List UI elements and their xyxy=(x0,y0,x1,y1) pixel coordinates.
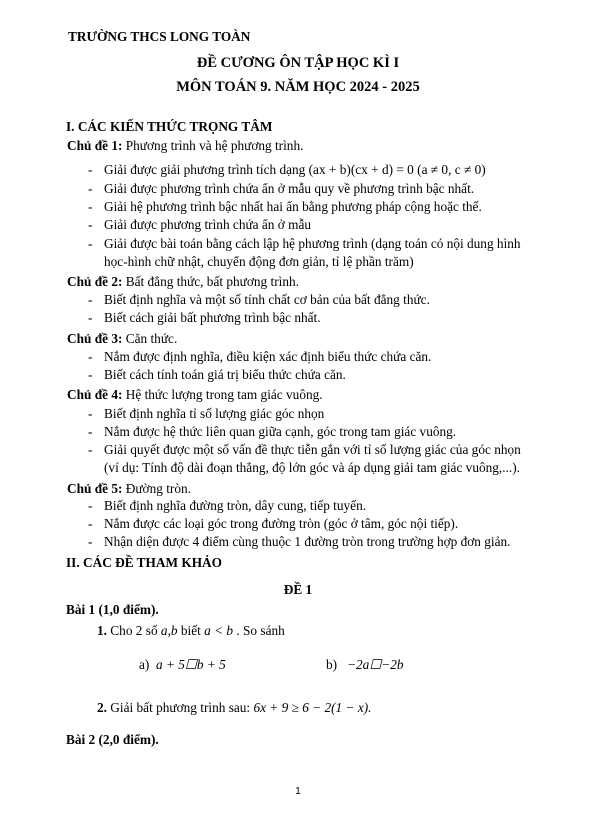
math-vars: a,b xyxy=(160,623,178,638)
option-a xyxy=(139,657,226,673)
topic-label: Chủ đề 4: xyxy=(67,387,123,402)
topic-title: Phương trình và hệ phương trình. xyxy=(122,138,304,153)
topic-label: Chủ đề 2: xyxy=(67,274,123,289)
list-item: Biết cách tính toán giá trị biểu thức chứa căn. xyxy=(104,367,346,382)
question-text: Cho 2 số xyxy=(106,623,161,638)
bullet-dash: - xyxy=(88,498,93,513)
math-inequality: 6x + 9 ≥ 6 − 2(1 − x). xyxy=(253,700,372,715)
topic-label: Chủ đề 3: xyxy=(67,331,123,346)
bullet-dash: - xyxy=(88,534,93,549)
topic-title: Đường tròn. xyxy=(122,481,191,496)
math-condition: a < b xyxy=(204,623,234,638)
list-item: Giải hệ phương trình bậc nhất hai ẩn bằng phương pháp cộng hoặc thế. xyxy=(104,199,482,214)
list-item: Nắm được các loại góc trong đường tròn (góc ở tâm, góc nội tiếp). xyxy=(104,516,459,531)
school-name: TRƯỜNG THCS LONG TOÀN xyxy=(68,29,251,44)
bullet-dash: - xyxy=(88,424,93,439)
list-item: Biết định nghĩa đường tròn, dây cung, tiếp tuyến. xyxy=(104,498,367,513)
bullet-dash: - xyxy=(88,199,93,214)
bullet-dash: - xyxy=(88,442,93,457)
list-item: Biết định nghĩa và một số tính chất cơ bản của bất đẳng thức. xyxy=(104,292,430,307)
question-text: . So sánh xyxy=(233,623,285,638)
list-item: Giải được phương trình chứa ẩn ở mẫu quy về phương trình bậc nhất. xyxy=(104,181,475,196)
question-text: biết xyxy=(177,623,205,638)
problem-1-question-2 xyxy=(97,700,371,716)
topic-title: Hệ thức lượng trong tam giác vuông. xyxy=(122,387,323,402)
problem-1-question-1 xyxy=(97,623,285,639)
problem-1-heading: Bài 1 (1,0 điểm). xyxy=(66,602,159,617)
topic-4-heading xyxy=(67,387,323,403)
option-b xyxy=(326,657,404,673)
bullet-dash: - xyxy=(88,162,93,177)
list-item: Nắm được hệ thức liên quan giữa cạnh, góc trong tam giác vuông. xyxy=(104,424,457,439)
topic-label: Chủ đề 5: xyxy=(67,481,123,496)
topic-1-heading xyxy=(67,138,303,154)
question-text: Giải bất phương trình sau: xyxy=(106,700,254,715)
question-number: 1. xyxy=(97,623,107,638)
topic-title: Bất đẳng thức, bất phương trình. xyxy=(122,274,299,289)
page-number: 1 xyxy=(295,786,301,797)
exam-title: ĐỀ 1 xyxy=(283,582,313,597)
option-label: b) xyxy=(326,657,338,672)
list-item: Giải được giải phương trình tích dạng (ax + b)(cx + d) = 0 (a ≠ 0, c ≠ 0) xyxy=(104,162,486,177)
bullet-dash: - xyxy=(88,516,93,531)
list-item: Giải được phương trình chứa ẩn ở mẫu xyxy=(104,217,312,232)
option-label: a) xyxy=(139,657,150,672)
topic-5-heading xyxy=(67,481,191,497)
list-item-continuation: (ví dụ: Tính độ dài đoạn thẳng, độ lớn góc và áp dụng giải tam giác vuông,...). xyxy=(104,460,520,475)
question-number: 2. xyxy=(97,700,107,715)
section-heading-1: I. CÁC KIẾN THỨC TRỌNG TÂM xyxy=(66,119,273,134)
bullet-dash: - xyxy=(88,236,93,251)
topic-3-heading xyxy=(67,331,177,347)
list-item: Biết định nghĩa tỉ số lượng giác góc nhọn xyxy=(104,406,325,421)
problem-2-heading: Bài 2 (2,0 điểm). xyxy=(66,732,159,747)
list-item: Biết cách giải bất phương trình bậc nhất. xyxy=(104,310,321,325)
document-title: ĐỀ CƯƠNG ÔN TẬP HỌC KÌ I xyxy=(196,55,400,71)
list-item: Nhận diện được 4 điểm cùng thuộc 1 đường tròn trong trường hợp đơn giản. xyxy=(104,534,511,549)
bullet-dash: - xyxy=(88,406,93,421)
bullet-dash: - xyxy=(88,310,93,325)
list-item: Giải quyết được một số vấn đề thực tiễn gắn với tỉ số lượng giác của góc nhọn xyxy=(104,442,521,457)
list-item-continuation: học-hình chữ nhật, chuyển động đơn giản, tỉ lệ phần trăm) xyxy=(104,254,414,269)
list-item: Nắm được định nghĩa, điều kiện xác định biểu thức chứa căn. xyxy=(104,349,432,364)
math-expression: −2a☐−2b xyxy=(347,657,404,672)
list-item: Giải được bài toán bằng cách lập hệ phương trình (dạng toán có nội dung hình xyxy=(104,236,521,251)
bullet-dash: - xyxy=(88,367,93,382)
math-expression: a + 5☐b + 5 xyxy=(156,657,226,672)
bullet-dash: - xyxy=(88,292,93,307)
topic-title: Căn thức. xyxy=(122,331,178,346)
bullet-dash: - xyxy=(88,349,93,364)
section-heading-2: II. CÁC ĐỀ THAM KHẢO xyxy=(66,555,223,570)
topic-2-heading xyxy=(67,274,299,290)
document-subtitle: MÔN TOÁN 9. NĂM HỌC 2024 - 2025 xyxy=(176,79,420,95)
topic-label: Chủ đề 1: xyxy=(67,138,123,153)
bullet-dash: - xyxy=(88,181,93,196)
bullet-dash: - xyxy=(88,217,93,232)
